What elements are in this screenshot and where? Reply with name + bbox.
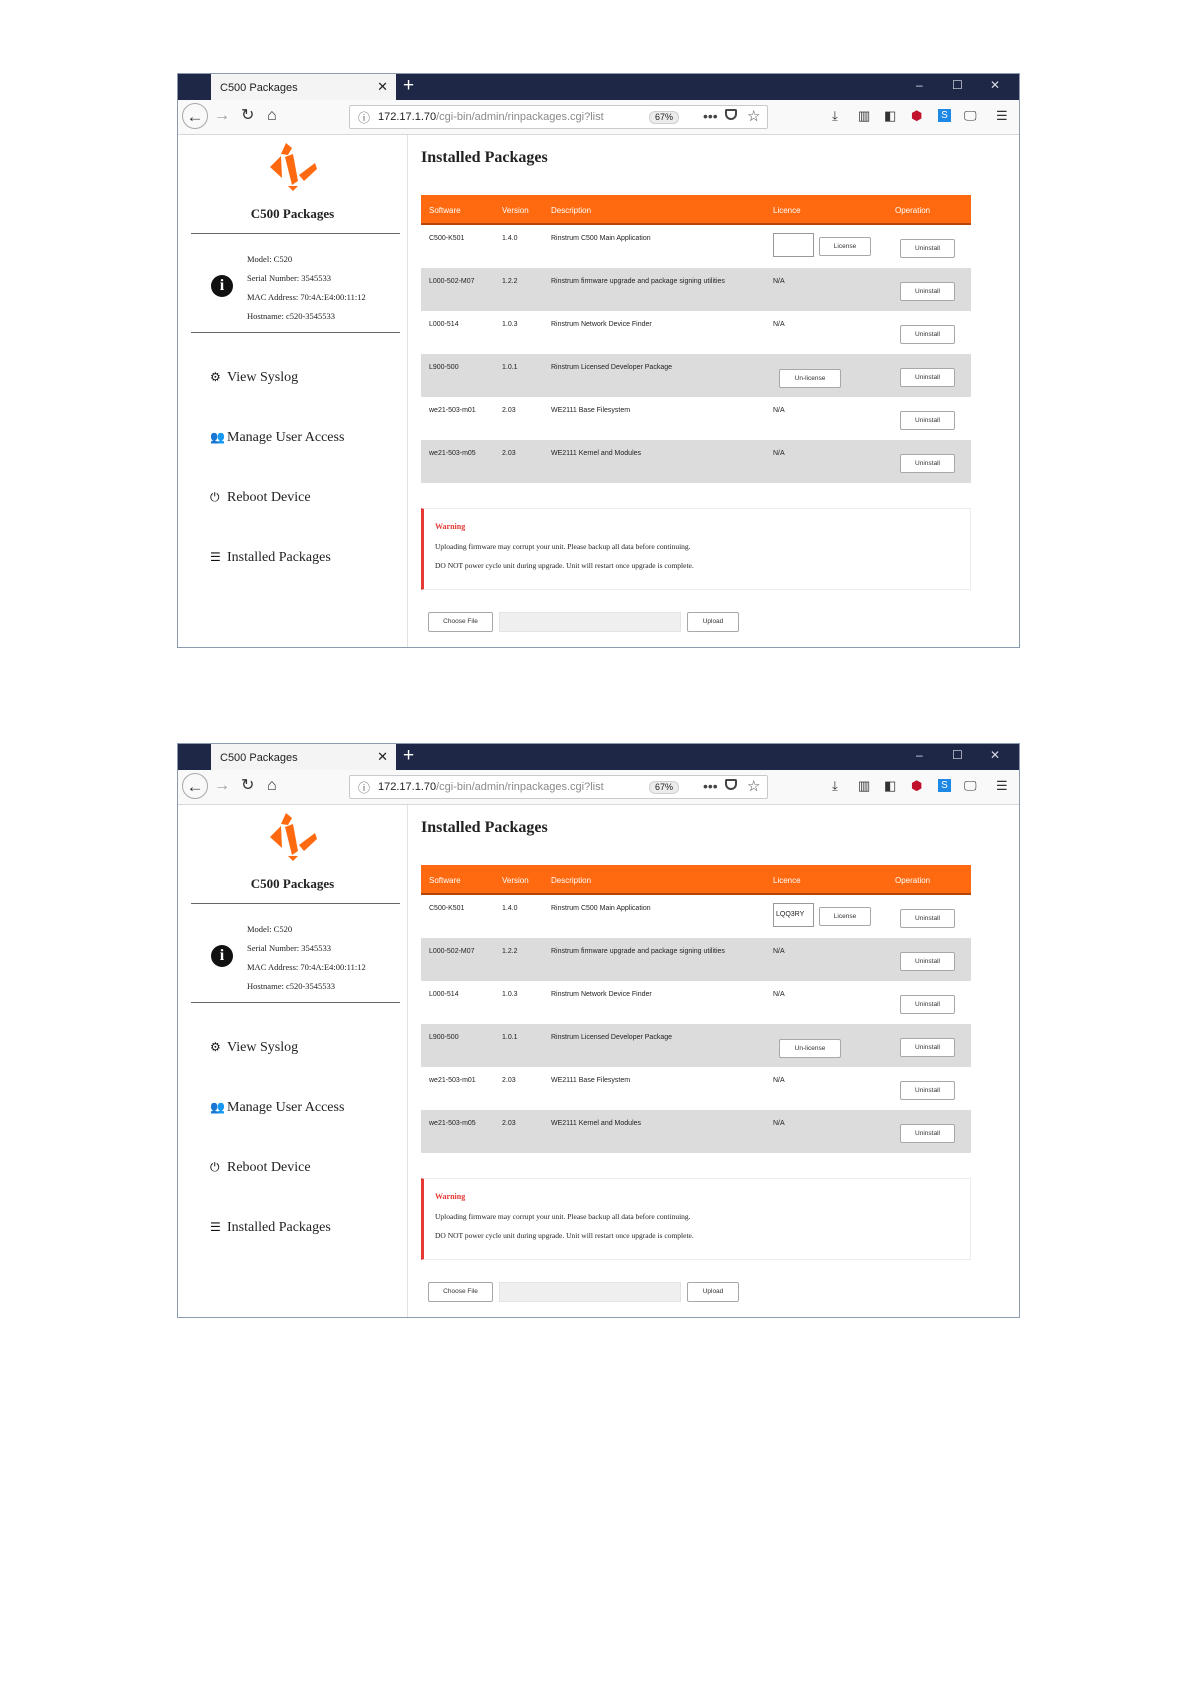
cell-description: Rinstrum C500 Main Application (551, 235, 651, 242)
license-button[interactable]: License (819, 907, 871, 926)
header-description: Description (551, 206, 592, 215)
gears-icon: ⚙ (210, 370, 221, 384)
hostname-text: Hostname: c520-3545533 (247, 981, 336, 991)
header-version: Version (502, 876, 529, 885)
cell-version: 2.03 (502, 1077, 516, 1084)
file-name-field[interactable] (499, 1282, 681, 1302)
uninstall-button[interactable]: Uninstall (900, 454, 955, 473)
forward-arrow-icon[interactable]: → (214, 777, 230, 794)
header-version: Version (502, 206, 529, 215)
cell-software: C500-K501 (429, 235, 465, 242)
cell-description: WE2111 Kernel and Modules (551, 1120, 642, 1127)
header-software: Software (429, 876, 461, 885)
page-content (178, 805, 1019, 1317)
browser-tab[interactable] (211, 744, 396, 770)
new-tab-icon[interactable]: + (403, 75, 415, 96)
cell-software: L000-502-M07 (429, 948, 475, 955)
info-icon: i (211, 275, 233, 297)
pocket-icon[interactable] (725, 779, 737, 790)
mac-text: MAC Address: 70:4A:E4:00:11:12 (247, 292, 366, 302)
unlicense-button[interactable]: Un-license (779, 1039, 841, 1058)
back-arrow-icon[interactable]: ← (182, 773, 208, 799)
url-text[interactable]: 172.17.1.70/cgi-bin/admin/rinpackages.cgi?list (378, 781, 604, 793)
menu-item-installed-packages[interactable]: ☰ Installed Packages (210, 1220, 331, 1235)
cell-licence: N/A (773, 278, 785, 285)
new-tab-icon[interactable]: + (403, 745, 415, 766)
star-icon[interactable]: ☆ (747, 778, 761, 795)
nav-bar (178, 100, 1019, 135)
minimize-icon[interactable]: – (916, 78, 923, 92)
unlicense-button[interactable]: Un-license (779, 369, 841, 388)
mac-text: MAC Address: 70:4A:E4:00:11:12 (247, 962, 366, 972)
uninstall-button[interactable]: Uninstall (900, 1038, 955, 1057)
info-icon: i (211, 945, 233, 967)
back-arrow-icon[interactable]: ← (182, 103, 208, 129)
sidebar (178, 805, 408, 1317)
license-input[interactable]: LQQ3RY (773, 903, 814, 927)
table-row (421, 440, 971, 483)
table-row (421, 268, 971, 311)
cell-software: we21-503-m05 (429, 450, 476, 457)
uninstall-button[interactable]: Uninstall (900, 952, 955, 971)
upload-button[interactable]: Upload (687, 612, 739, 632)
page-content (178, 135, 1019, 647)
cell-version: 1.2.2 (502, 278, 518, 285)
zoom-level[interactable]: 67% (649, 111, 679, 124)
warning-box (421, 508, 971, 590)
pocket-icon[interactable] (725, 109, 737, 120)
home-icon[interactable]: ⌂ (267, 107, 277, 124)
url-bar[interactable] (349, 105, 768, 129)
table-row (421, 354, 971, 397)
logo-icon (268, 811, 320, 863)
reload-icon[interactable]: ↻ (241, 107, 255, 124)
power-icon: ⏻ (210, 1160, 220, 1174)
page-title: Installed Packages (421, 819, 548, 836)
uninstall-button[interactable]: Uninstall (900, 411, 955, 430)
cell-version: 1.0.1 (502, 1034, 518, 1041)
cell-description: WE2111 Kernel and Modules (551, 450, 642, 457)
header-description: Description (551, 876, 592, 885)
cell-version: 1.0.1 (502, 364, 518, 371)
cell-version: 1.0.3 (502, 991, 518, 998)
logo-icon (268, 141, 320, 193)
more-dots-icon[interactable]: ••• (703, 108, 718, 124)
choose-file-button[interactable]: Choose File (428, 612, 493, 632)
monitor-icon[interactable]: 🖵 (964, 778, 977, 793)
uninstall-button[interactable]: Uninstall (900, 1124, 955, 1143)
uninstall-button[interactable]: Uninstall (900, 995, 955, 1014)
sidebar (178, 135, 408, 647)
zoom-level[interactable]: 67% (649, 781, 679, 794)
window-close-icon[interactable]: ✕ (990, 78, 1001, 92)
cell-version: 2.03 (502, 450, 516, 457)
tab-title: C500 Packages (220, 752, 298, 764)
cell-licence: N/A (773, 450, 785, 457)
url-text[interactable]: 172.17.1.70/cgi-bin/admin/rinpackages.cgi?list (378, 111, 604, 123)
divider (191, 1002, 400, 1003)
info-circle-icon[interactable]: ⓘ (358, 111, 371, 125)
main-panel (421, 135, 971, 647)
ublock-icon[interactable]: ⬢ (911, 778, 923, 793)
cell-licence: N/A (773, 1120, 785, 1127)
warning-box (421, 1178, 971, 1260)
download-icon[interactable]: ⤓ (832, 778, 838, 793)
sidebar-toggle-icon[interactable]: ◧ (884, 778, 897, 793)
power-icon: ⏻ (210, 490, 220, 504)
divider (191, 233, 400, 234)
table-row (421, 938, 971, 981)
cell-licence: N/A (773, 321, 785, 328)
cell-software: L000-514 (429, 321, 459, 328)
cell-description: Rinstrum Licensed Developer Package (551, 364, 673, 371)
cell-description: WE2111 Base Filesystem (551, 1077, 631, 1084)
library-icon[interactable]: ▥ (858, 778, 871, 793)
menu-item-manage-user-access[interactable]: 👥 Manage User Access (210, 430, 345, 445)
tab-title: C500 Packages (220, 82, 298, 94)
users-icon: 👥 (210, 1100, 225, 1114)
hamburger-menu-icon[interactable]: ☰ (996, 108, 1008, 123)
cell-licence: N/A (773, 1077, 785, 1084)
uninstall-button[interactable]: Uninstall (900, 368, 955, 387)
cell-software: L000-502-M07 (429, 278, 475, 285)
cell-software: we21-503-m01 (429, 407, 476, 414)
warning-line-2: DO NOT power cycle unit during upgrade. Unit will restart once upgrade is complete. (435, 1231, 694, 1240)
users-icon: 👥 (210, 430, 225, 444)
table-row (421, 1110, 971, 1153)
tab-close-icon[interactable]: ✕ (377, 749, 388, 764)
cell-version: 1.4.0 (502, 235, 518, 242)
header-software: Software (429, 206, 461, 215)
header-operation: Operation (895, 206, 931, 215)
table-row (421, 397, 971, 440)
cell-version: 1.2.2 (502, 948, 518, 955)
extension-s-icon[interactable]: S (938, 109, 951, 122)
cell-version: 2.03 (502, 1120, 516, 1127)
title-bar (178, 74, 1019, 100)
model-text: Model: C520 (247, 254, 293, 264)
cell-version: 2.03 (502, 407, 516, 414)
monitor-icon[interactable]: 🖵 (964, 108, 977, 123)
serial-text: Serial Number: 3545533 (247, 943, 332, 953)
model-text: Model: C520 (247, 924, 293, 934)
cell-description: Rinstrum C500 Main Application (551, 905, 651, 912)
uninstall-button[interactable]: Uninstall (900, 909, 955, 928)
table-row (421, 1024, 971, 1067)
cell-description: Rinstrum firmware upgrade and package signing utilities (551, 948, 725, 955)
table-row (421, 311, 971, 354)
cell-version: 1.4.0 (502, 905, 518, 912)
menu-item-view-syslog[interactable]: ⚙ View Syslog (210, 1040, 299, 1055)
upload-button[interactable]: Upload (687, 1282, 739, 1302)
url-bar[interactable] (349, 775, 768, 799)
warning-title: Warning (435, 1192, 466, 1201)
maximize-icon[interactable]: ☐ (952, 748, 963, 762)
menu-item-manage-user-access[interactable]: 👥 Manage User Access (210, 1100, 345, 1115)
cell-software: L900-500 (429, 1034, 459, 1041)
warning-line-1: Uploading firmware may corrupt your unit. Please backup all data before continuing. (435, 542, 691, 551)
table-row (421, 1067, 971, 1110)
divider (191, 903, 400, 904)
cell-description: Rinstrum firmware upgrade and package signing utilities (551, 278, 725, 285)
choose-file-button[interactable]: Choose File (428, 1282, 493, 1302)
window-close-icon[interactable]: ✕ (990, 748, 1001, 762)
browser-window-1 (177, 73, 1020, 648)
uninstall-button[interactable]: Uninstall (900, 325, 955, 344)
maximize-icon[interactable]: ☐ (952, 78, 963, 92)
page-title: Installed Packages (421, 149, 548, 166)
nav-bar (178, 770, 1019, 805)
library-icon[interactable]: ▥ (858, 108, 871, 123)
reload-icon[interactable]: ↻ (241, 777, 255, 794)
tab-close-icon[interactable]: ✕ (377, 79, 388, 94)
table-row (421, 981, 971, 1024)
table-header (421, 195, 971, 225)
cell-description: WE2111 Base Filesystem (551, 407, 631, 414)
menu-item-view-syslog[interactable]: ⚙ View Syslog (210, 370, 299, 385)
cell-software: we21-503-m05 (429, 1120, 476, 1127)
forward-arrow-icon[interactable]: → (214, 107, 230, 124)
sidebar-toggle-icon[interactable]: ◧ (884, 108, 897, 123)
hostname-text: Hostname: c520-3545533 (247, 311, 336, 321)
title-bar (178, 744, 1019, 770)
file-name-field[interactable] (499, 612, 681, 632)
warning-line-2: DO NOT power cycle unit during upgrade. Unit will restart once upgrade is complete. (435, 561, 694, 570)
cell-description: Rinstrum Network Device Finder (551, 991, 652, 998)
cell-description: Rinstrum Licensed Developer Package (551, 1034, 673, 1041)
cell-software: C500-K501 (429, 905, 465, 912)
uninstall-button[interactable]: Uninstall (900, 1081, 955, 1100)
ublock-icon[interactable]: ⬢ (911, 108, 923, 123)
main-panel (421, 805, 971, 1317)
extension-s-icon[interactable]: S (938, 779, 951, 792)
browser-window-2 (177, 743, 1020, 1318)
brand-title: C500 Packages (250, 206, 335, 221)
star-icon[interactable]: ☆ (747, 108, 761, 125)
info-circle-icon[interactable]: ⓘ (358, 781, 371, 795)
cell-licence: N/A (773, 991, 785, 998)
header-operation: Operation (895, 876, 931, 885)
browser-tab[interactable] (211, 74, 396, 100)
cell-software: we21-503-m01 (429, 1077, 476, 1084)
list-icon: ☰ (210, 1220, 221, 1234)
license-button[interactable]: License (819, 237, 871, 256)
table-row (421, 895, 971, 938)
serial-text: Serial Number: 3545533 (247, 273, 332, 283)
warning-title: Warning (435, 522, 466, 531)
home-icon[interactable]: ⌂ (267, 777, 277, 794)
menu-item-reboot-device[interactable]: ⏻ Reboot Device (210, 1160, 311, 1175)
cell-software: L000-514 (429, 991, 459, 998)
table-row (421, 225, 971, 268)
uninstall-button[interactable]: Uninstall (900, 282, 955, 301)
list-icon: ☰ (210, 550, 221, 564)
uninstall-button[interactable]: Uninstall (900, 239, 955, 258)
download-icon[interactable]: ⤓ (832, 108, 838, 123)
cell-licence: N/A (773, 407, 785, 414)
cell-description: Rinstrum Network Device Finder (551, 321, 652, 328)
license-input[interactable] (773, 233, 814, 257)
menu-item-reboot-device[interactable]: ⏻ Reboot Device (210, 490, 311, 505)
gears-icon: ⚙ (210, 1040, 221, 1054)
warning-line-1: Uploading firmware may corrupt your unit. Please backup all data before continuing. (435, 1212, 691, 1221)
header-licence: Licence (773, 876, 801, 885)
minimize-icon[interactable]: – (916, 748, 923, 762)
more-dots-icon[interactable]: ••• (703, 778, 718, 794)
brand-title: C500 Packages (250, 876, 335, 891)
cell-software: L900-500 (429, 364, 459, 371)
header-licence: Licence (773, 206, 801, 215)
menu-item-installed-packages[interactable]: ☰ Installed Packages (210, 550, 331, 565)
cell-version: 1.0.3 (502, 321, 518, 328)
table-header (421, 865, 971, 895)
divider (191, 332, 400, 333)
cell-licence: N/A (773, 948, 785, 955)
hamburger-menu-icon[interactable]: ☰ (996, 778, 1008, 793)
